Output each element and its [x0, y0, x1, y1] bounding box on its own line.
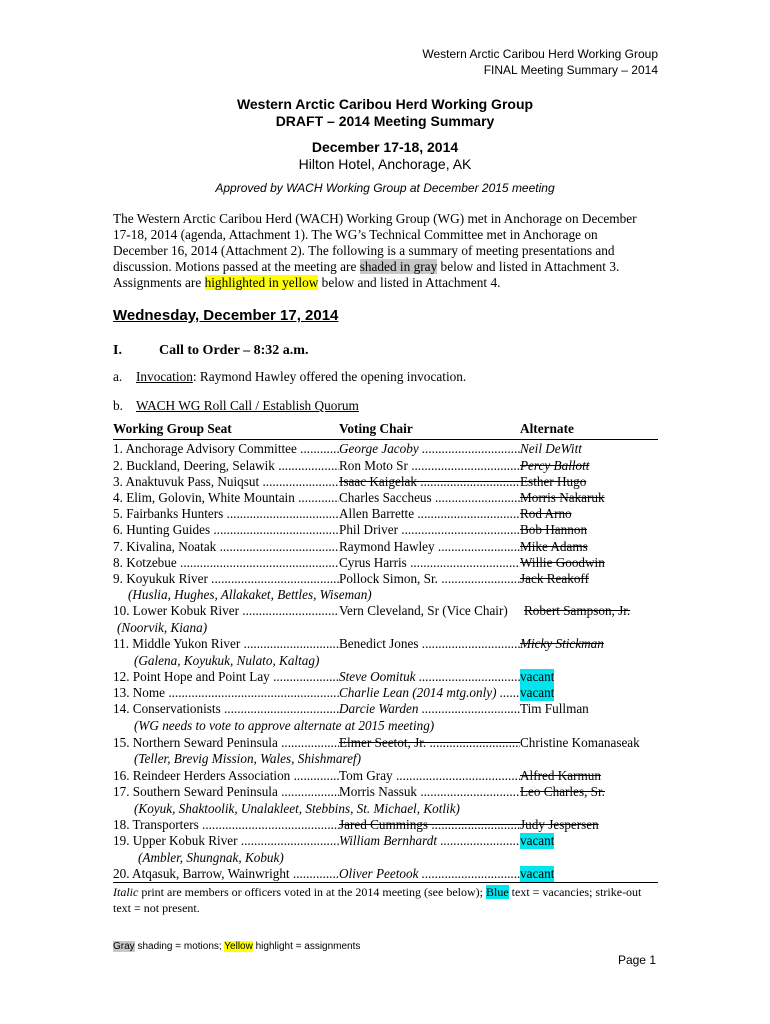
seat-communities: (Noorvik, Kiana) — [117, 620, 208, 635]
table-row — [113, 522, 658, 539]
seat-name: 7. Kivalina, Noatak ..... — [113, 539, 339, 555]
alternate-vacant: vacant — [520, 866, 555, 881]
table-row — [113, 685, 658, 702]
seat-name: 14. Conservationists ..... — [113, 701, 339, 717]
table-row — [113, 866, 658, 883]
table-row — [113, 555, 658, 572]
table-row — [113, 603, 658, 620]
voting-chair: Charles Saccheus ..... — [339, 490, 520, 506]
voting-chair: Morris Nassuk ..... — [339, 784, 520, 800]
voting-chair: Allen Barrette ..... — [339, 506, 520, 522]
seat-name: 20. Atqasuk, Barrow, Wainwright ..... — [113, 866, 339, 882]
table-row — [113, 490, 658, 507]
seat-note: (WG needs to vote to approve alternate at 2015 meeting) — [134, 718, 435, 733]
table-row — [113, 768, 658, 785]
seat-name: 12. Point Hope and Point Lay ..... — [113, 669, 339, 685]
seat-name: 10. Lower Kobuk River ..... — [113, 603, 339, 619]
seat-name: 4. Elim, Golovin, White Mountain ..... — [113, 490, 339, 506]
alternate: Christine Komanaseak — [520, 735, 640, 750]
table-row — [113, 833, 658, 850]
table-row — [113, 817, 658, 834]
assignment-highlight-sample: highlighted in yellow — [204, 275, 319, 290]
footer-text-2: highlight = assignments — [252, 941, 361, 952]
table-row — [113, 669, 658, 686]
running-header-line1: Western Arctic Caribou Herd Working Group — [422, 47, 658, 61]
table-row — [113, 474, 658, 491]
alternate: Leo Charles, Sr. — [520, 784, 605, 799]
table-row — [113, 458, 658, 475]
seat-communities: (Galena, Koyukuk, Nulato, Kaltag) — [134, 653, 320, 668]
seat-name: 11. Middle Yukon River ..... — [113, 636, 339, 652]
legend-italic-word: Italic — [113, 885, 139, 899]
table-row — [113, 735, 658, 752]
alternate: Willie Goodwin — [520, 555, 605, 570]
legend-blue-word: Blue — [486, 885, 509, 899]
table-row — [113, 571, 658, 588]
motion-shading-sample: shaded in gray — [359, 259, 438, 274]
seat-name: 6. Hunting Guides ..... — [113, 522, 339, 538]
seat-name: 19. Upper Kobuk River ..... — [113, 833, 339, 849]
footer-yellow-word: Yellow — [224, 941, 253, 952]
meeting-location: Hilton Hotel, Anchorage, AK — [298, 156, 472, 172]
voting-chair: Cyrus Harris ..... — [339, 555, 520, 571]
legend-text-1: print are members or officers voted in at the 2014 meeting (see below); — [138, 885, 486, 899]
alternate: Tim Fullman — [520, 701, 589, 716]
voting-chair: Elmer Seetot, Jr. ..... — [339, 735, 520, 751]
intro-text-1: The Western Arctic Caribou Herd (WACH) Working Group (WG) met in Anchorage on December 17-18, 2014 (agenda, Attachment 1). The WG’s Technical Committee met in Anchorage on December 16, 2014 (Attachment 2). The following is a summary of meeting presentations and discussion. Motions passed at the meeting are — [113, 211, 637, 274]
seat-communities: (Ambler, Shungnak, Kobuk) — [138, 850, 284, 865]
table-legend-note — [113, 884, 658, 916]
voting-chair: Raymond Hawley ..... — [339, 539, 520, 555]
alternate: Esther Hugo — [520, 474, 587, 489]
seat-name: 5. Fairbanks Hunters ..... — [113, 506, 339, 522]
table-row — [113, 784, 658, 801]
seat-name: 9. Koyukuk River ..... — [113, 571, 339, 587]
voting-chair: Steve Oomituk ..... — [339, 669, 520, 685]
item-a-text: : Raymond Hawley offered the opening invocation. — [192, 369, 467, 384]
col-header-voting-chair: Voting Chair — [339, 421, 413, 436]
footer-legend — [113, 941, 360, 952]
intro-text-2: below and listed in Attachment 3. Assignments are — [113, 259, 620, 290]
col-header-alternate: Alternate — [520, 421, 574, 436]
voting-chair: Ron Moto Sr ..... — [339, 458, 520, 474]
seat-name: 3. Anaktuvuk Pass, Nuiqsut ..... — [113, 474, 339, 490]
voting-chair: William Bernhardt ..... — [339, 833, 520, 849]
item-a — [136, 369, 466, 385]
alternate-vacant: vacant — [520, 669, 555, 684]
invocation-link: Invocation — [136, 369, 193, 384]
roll-call-table-header — [113, 421, 658, 440]
table-row — [113, 636, 658, 653]
seat-name: 17. Southern Seward Peninsula ..... — [113, 784, 339, 800]
footer-text-1: shading = motions; — [134, 941, 225, 952]
seat-communities: (Huslia, Hughes, Allakaket, Bettles, Wiseman) — [128, 587, 372, 602]
voting-chair: Oliver Peetook ..... — [339, 866, 520, 882]
day-heading: Wednesday, December 17, 2014 — [113, 307, 339, 324]
voting-chair: George Jacoby ..... — [339, 441, 520, 457]
voting-chair: Phil Driver ..... — [339, 522, 520, 538]
seat-name: 15. Northern Seward Peninsula ..... — [113, 735, 339, 751]
seat-name: 8. Kotzebue ..... — [113, 555, 339, 571]
approval-note: Approved by WACH Working Group at December 2015 meeting — [215, 181, 555, 195]
table-row — [113, 701, 658, 718]
item-b-label: b. — [113, 398, 123, 413]
alternate-vacant: vacant — [520, 833, 555, 848]
seat-name: 13. Nome ..... — [113, 685, 339, 701]
seat-communities: (Teller, Brevig Mission, Wales, Shishmaref) — [134, 751, 361, 766]
table-row — [113, 506, 658, 523]
alternate: Micky Stickman — [520, 636, 604, 651]
alternate: Mike Adams — [520, 539, 588, 554]
meeting-dates: December 17-18, 2014 — [311, 139, 459, 155]
seat-name: 2. Buckland, Deering, Selawik ..... — [113, 458, 339, 474]
table-row — [113, 441, 658, 458]
voting-chair: Benedict Jones ..... — [339, 636, 520, 652]
voting-chair: Charlie Lean (2014 mtg.only) ..... — [339, 685, 520, 701]
footer-gray-word: Gray — [113, 941, 135, 952]
section-title: Call to Order – 8:32 a.m. — [159, 343, 309, 358]
alternate: Alfred Karmun — [520, 768, 601, 783]
alternate: Neil DeWitt — [520, 441, 582, 456]
intro-text-3: below and listed in Attachment 4. — [318, 275, 501, 290]
doc-title-line2: DRAFT – 2014 Meeting Summary — [275, 113, 495, 129]
item-a-label: a. — [113, 369, 123, 384]
item-b-text: WACH WG Roll Call / Establish Quorum — [136, 398, 359, 413]
col-header-seat: Working Group Seat — [113, 421, 232, 436]
voting-chair: Isaac Kaigelak ..... — [339, 474, 520, 490]
alternate-vacant: vacant — [520, 685, 555, 700]
alternate: Bob Hannon — [520, 522, 588, 537]
page-number: Page 1 — [617, 953, 656, 967]
section-number: I. — [113, 343, 122, 358]
legend-text-2: text = vacancies; strike-out text = not present. — [113, 885, 642, 915]
alternate: Morris Nakaruk — [520, 490, 605, 505]
alternate: Jack Reakoff — [520, 571, 589, 586]
doc-title-line1: Western Arctic Caribou Herd Working Group — [236, 96, 534, 112]
alternate: Rod Arno — [520, 506, 572, 521]
alternate: Percy Ballott — [520, 458, 590, 473]
intro-paragraph — [113, 211, 653, 291]
voting-chair: Pollock Simon, Sr. ..... — [339, 571, 520, 587]
voting-chair: Vern Cleveland, Sr (Vice Chair) — [339, 603, 508, 618]
seat-name: 18. Transporters ..... — [113, 817, 339, 833]
seat-name: 16. Reindeer Herders Association ..... — [113, 768, 339, 784]
alternate: Robert Sampson, Jr. — [524, 603, 631, 618]
table-bottom-rule — [113, 882, 658, 883]
seat-communities: (Koyuk, Shaktoolik, Unalakleet, Stebbins, St. Michael, Kotlik) — [134, 801, 460, 816]
voting-chair: Jared Cummings ..... — [339, 817, 520, 833]
alternate: Judy Jespersen — [520, 817, 599, 832]
table-row — [113, 539, 658, 556]
voting-chair: Tom Gray ..... — [339, 768, 520, 784]
voting-chair: Darcie Warden ..... — [339, 701, 520, 717]
running-header-line2: FINAL Meeting Summary – 2014 — [483, 63, 658, 77]
seat-name: 1. Anchorage Advisory Committee ..... — [113, 441, 339, 457]
